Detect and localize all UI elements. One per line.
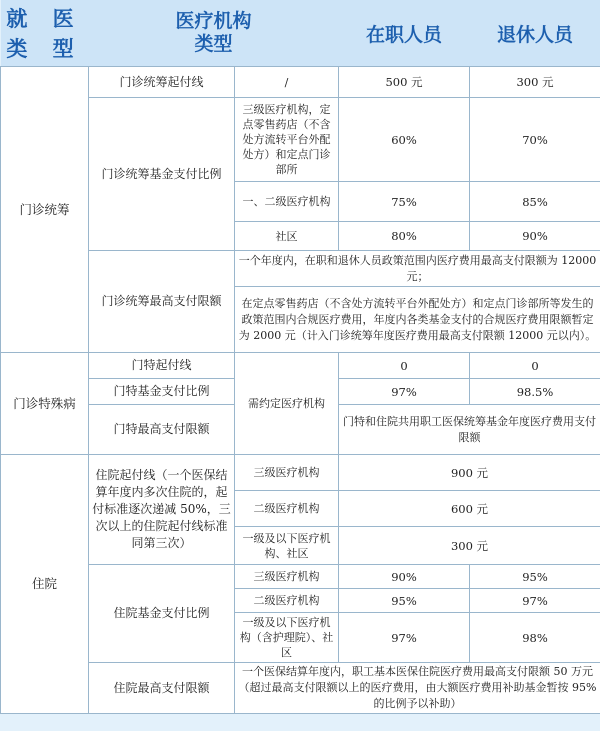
inpatient-ratio-retired-1: 95% — [470, 565, 600, 589]
inpatient-deductible-value-1: 900 元 — [339, 455, 600, 491]
outpatient-max-note-2: 在定点零售药店（不含处方流转平台外配处方）和定点门诊部所等发生的政策范围内合规医疗费用，年度内各类基金支付的合规医疗费用限额暂定为 2000 元（计入门诊统筹年度医疗费用最高支付限额 12000 元以内）。 — [235, 287, 600, 353]
inpatient-max-label: 住院最高支付限额 — [89, 663, 235, 714]
inpatient-ratio-employed-2: 95% — [339, 589, 470, 613]
outpatient-deductible-retired: 300 元 — [470, 67, 600, 98]
table-row — [1, 251, 600, 287]
special-inst: 需约定医疗机构 — [235, 353, 339, 455]
outpatient-ratio-inst-2: 一、二级医疗机构 — [235, 182, 339, 222]
special-deductible-employed: 0 — [339, 353, 470, 379]
header-institution-line1: 医疗机构 — [175, 10, 252, 32]
special-deductible-retired: 0 — [470, 353, 600, 379]
special-ratio-label: 门特基金支付比例 — [89, 379, 235, 405]
outpatient-max-label: 门诊统筹最高支付限额 — [89, 251, 235, 353]
table-row — [1, 98, 600, 182]
special-ratio-retired: 98.5% — [470, 379, 600, 405]
inpatient-ratio-inst-2: 二级医疗机构 — [235, 589, 339, 613]
special-deductible-label: 门特起付线 — [89, 353, 235, 379]
table-row — [1, 67, 600, 98]
inpatient-deductible-inst-1: 三级医疗机构 — [235, 455, 339, 491]
inpatient-deductible-label: 住院起付线（一个医保结算年度内多次住院的，起付标准逐次递减 50%，三次以上的住院起付线标准同第三次） — [89, 455, 235, 565]
outpatient-ratio-inst-1: 三级医疗机构，定点零售药店（不含处方流转平台外配处方）和定点门诊部所 — [235, 98, 339, 182]
table-row — [1, 455, 600, 491]
category-inpatient: 住院 — [1, 455, 89, 714]
category-special: 门诊特殊病 — [1, 353, 89, 455]
inpatient-ratio-inst-1: 三级医疗机构 — [235, 565, 339, 589]
inpatient-deductible-value-3: 300 元 — [339, 527, 600, 565]
header-institution-line2: 类型 — [194, 33, 233, 55]
inpatient-ratio-retired-3: 98% — [470, 613, 600, 663]
outpatient-max-note-1: 一个年度内，在职和退休人员政策范围内医疗费用最高支付限额为 12000 元； — [235, 251, 600, 287]
outpatient-ratio-retired-1: 70% — [470, 98, 600, 182]
header-visit-type: 就 医 类 型 — [1, 0, 89, 67]
inpatient-ratio-inst-3: 一级及以下医疗机构（含护理院）、社区 — [235, 613, 339, 663]
inpatient-ratio-label: 住院基金支付比例 — [89, 565, 235, 663]
outpatient-ratio-retired-3: 90% — [470, 222, 600, 251]
outpatient-ratio-label: 门诊统筹基金支付比例 — [89, 98, 235, 251]
inpatient-ratio-employed-3: 97% — [339, 613, 470, 663]
outpatient-ratio-inst-3: 社区 — [235, 222, 339, 251]
category-outpatient: 门诊统筹 — [1, 67, 89, 353]
outpatient-ratio-retired-2: 85% — [470, 182, 600, 222]
special-max-note: 门特和住院共用职工医保统筹基金年度医疗费用支付限额 — [339, 405, 600, 455]
outpatient-ratio-employed-3: 80% — [339, 222, 470, 251]
inpatient-max-note: 一个医保结算年度内，职工基本医保住院医疗费用最高支付限额 50 万元（超过最高支付限额以上的医疗费用，由大额医疗费用补助基金暂按 95%的比例予以补助） — [235, 663, 600, 714]
header-retired: 退休人员 — [470, 0, 600, 67]
inpatient-ratio-employed-1: 90% — [339, 565, 470, 589]
outpatient-deductible-inst: / — [235, 67, 339, 98]
header-row — [1, 0, 600, 67]
outpatient-deductible-label: 门诊统筹起付线 — [89, 67, 235, 98]
header-employed: 在职人员 — [339, 0, 470, 67]
inpatient-deductible-inst-2: 二级医疗机构 — [235, 491, 339, 527]
table-row — [1, 353, 600, 379]
inpatient-ratio-retired-2: 97% — [470, 589, 600, 613]
outpatient-ratio-employed-2: 75% — [339, 182, 470, 222]
inpatient-deductible-value-2: 600 元 — [339, 491, 600, 527]
header-institution-type — [89, 0, 339, 67]
special-max-label: 门特最高支付限额 — [89, 405, 235, 455]
outpatient-ratio-employed-1: 60% — [339, 98, 470, 182]
table-row — [1, 663, 600, 714]
inpatient-deductible-inst-3: 一级及以下医疗机构、社区 — [235, 527, 339, 565]
outpatient-deductible-employed: 500 元 — [339, 67, 470, 98]
special-ratio-employed: 97% — [339, 379, 470, 405]
table-row — [1, 565, 600, 589]
